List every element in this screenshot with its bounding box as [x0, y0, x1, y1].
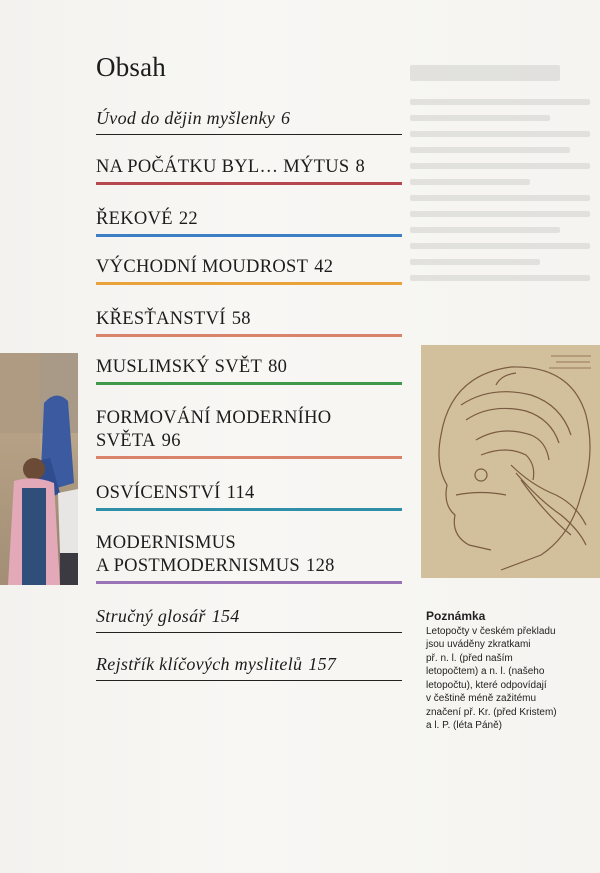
- page-title: Obsah: [96, 52, 166, 82]
- toc-color-rule: [96, 456, 402, 459]
- toc-item-page: 6: [281, 108, 291, 128]
- toc-item-index[interactable]: [96, 653, 402, 681]
- toc-color-rule: [96, 334, 402, 337]
- toc-item-intro[interactable]: [96, 107, 402, 135]
- note-line: v češtině méně zažitému: [426, 693, 537, 704]
- toc-item-label: ŘEKOVÉ: [96, 209, 173, 229]
- toc-item-modern-world[interactable]: [96, 407, 402, 459]
- note-line: značení př. Kr. (před Kristem): [426, 706, 557, 718]
- toc-item-eastern-wisdom[interactable]: [96, 256, 402, 285]
- toc-color-rule: [96, 508, 402, 511]
- toc-item-label: OSVÍCENSTVÍ: [96, 483, 221, 503]
- note-line: letopočtem) a n. l. (našeho: [426, 666, 545, 677]
- note-line: a l. P. (léta Páně): [426, 720, 502, 731]
- toc-item-page: 157: [308, 654, 337, 674]
- bleed-through-text: [410, 55, 590, 335]
- toc-item-label: FORMOVÁNÍ MODERNÍHO: [96, 408, 332, 428]
- note-line: Letopočty v českém překladu: [426, 625, 556, 637]
- toc-item-label: NA POČÁTKU BYL… MÝTUS: [96, 157, 350, 177]
- toc-item-page: 42: [314, 257, 334, 277]
- note-box: [426, 610, 596, 733]
- toc-item-label: Rejstřík klíčových myslitelů: [96, 654, 303, 674]
- toc-divider: [96, 680, 402, 681]
- toc-item-page: 128: [306, 556, 335, 576]
- toc-item-page: 154: [211, 606, 240, 626]
- toc-item-label: SVĚTA: [96, 431, 156, 451]
- toc-item-label: MUSLIMSKÝ SVĚT: [96, 357, 263, 377]
- toc-divider: [96, 134, 402, 135]
- note-line: jsou uváděny zkratkami: [426, 639, 531, 650]
- toc-item-page: 58: [231, 309, 251, 329]
- street-photo: [0, 353, 78, 585]
- toc-item-glossary[interactable]: [96, 605, 402, 633]
- toc-item-label: Úvod do dějin myšlenky: [96, 108, 276, 128]
- toc-item-label: Stručný glosář: [96, 606, 206, 626]
- note-title: Poznámka: [426, 609, 486, 623]
- anatomical-sketch: [421, 345, 600, 578]
- toc-item-page: 96: [161, 431, 181, 451]
- toc-item-label: MODERNISMUS: [96, 533, 237, 553]
- toc-item-modernism[interactable]: [96, 532, 402, 584]
- note-line: letopočtu), které odpovídají: [426, 679, 547, 691]
- toc-color-rule: [96, 581, 402, 584]
- toc-color-rule: [96, 182, 402, 185]
- toc-color-rule: [96, 282, 402, 285]
- toc-item-label: A POSTMODERNISMUS: [96, 556, 301, 576]
- toc-item-label: VÝCHODNÍ MOUDROST: [96, 257, 309, 277]
- toc-item-myth[interactable]: [96, 156, 402, 185]
- toc-item-page: 80: [268, 357, 288, 377]
- toc-item-enlightenment[interactable]: [96, 482, 402, 511]
- toc-color-rule: [96, 234, 402, 237]
- toc-item-christianity[interactable]: [96, 308, 402, 337]
- note-line: př. n. l. (před naším: [426, 652, 513, 664]
- toc-item-page: 114: [226, 483, 255, 503]
- toc-item-page: 22: [178, 209, 198, 229]
- toc-item-muslim-world[interactable]: [96, 356, 402, 385]
- toc-item-greeks[interactable]: [96, 208, 402, 237]
- toc-item-page: 8: [355, 157, 366, 177]
- toc-divider: [96, 632, 402, 633]
- toc-item-label: KŘESŤANSTVÍ: [96, 309, 226, 329]
- toc-color-rule: [96, 382, 402, 385]
